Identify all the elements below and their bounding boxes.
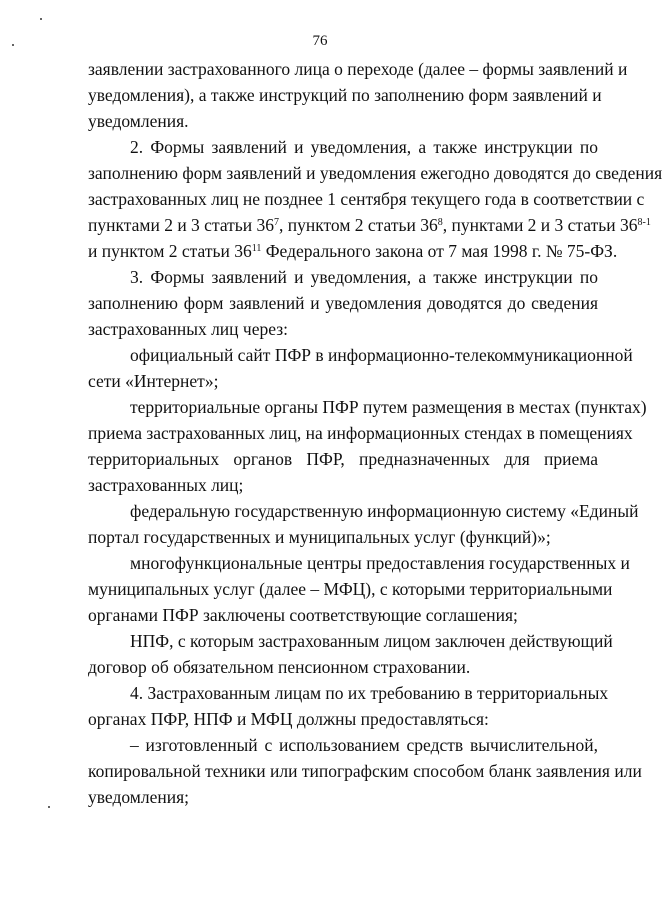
paragraph-4 [88,680,609,732]
text-line: сети «Интернет»; [88,371,219,391]
page-number: 76 [312,33,328,49]
text-line: портал государственных и муниципальных услуг (функций)»; [88,527,551,547]
scan-speck [40,18,42,20]
document-body [88,56,662,810]
text-line: – изготовленный с использованием средств вычислительной, [130,735,598,755]
text-line: застрахованных лиц через: [88,319,288,339]
text-line: заполнению форм заявлений и уведомления доводятся до сведения [88,293,598,313]
superscript: 7 [274,217,279,228]
text-line-with-superscripts: пунктами 2 и 3 статьи $36^7$, пунктом 2 статьи $36^8$, пунктами 2 и 3 статьи 36$^{8-1}$ [88,215,651,235]
text-line: копировальной техники или типографским способом бланк заявления или [88,761,642,781]
text-line: органах ПФР, НПФ и МФЦ должны предоставляться: [88,709,489,729]
paragraph-3 [88,264,598,342]
text-line: федеральную государственную информационную систему «Единый [130,501,639,521]
text-line: органами ПФР заключены соответствующие соглашения; [88,605,518,625]
text-line: территориальных органов ПФР, предназначенных для приема [88,449,598,469]
text-line: уведомления), а также инструкций по заполнению форм заявлений и [88,85,602,105]
text-line: приема застрахованных лиц, на информационных стендах в помещениях [88,423,633,443]
list-item-npf [88,628,613,680]
paragraph-2 [88,134,662,264]
text-line: 2. Формы заявлений и уведомления, а также инструкции по [130,137,598,157]
text-line-with-superscripts: и пунктом 2 статьи $36^{11}$ Федерального закона от 7 мая 1998 г. № 75-ФЗ. [88,241,618,261]
superscript: 11 [251,243,262,254]
list-item-official-site [88,342,633,394]
text-line: застрахованных лиц; [88,475,244,495]
text-line: застрахованных лиц не позднее 1 сентября текущего года в соответствии с [88,189,645,209]
scan-speck [48,806,50,808]
list-item-mfc [88,550,630,628]
superscript: 8 [437,217,443,228]
dash-list-item-blank-form [88,732,642,810]
text-line: НПФ, с которым застрахованным лицом заключен действующий [130,631,613,651]
text-line: уведомления. [88,111,189,131]
text-line: муниципальных услуг (далее – МФЦ), с которыми территориальными [88,579,613,599]
text-line: заявлении застрахованного лица о переходе (далее – формы заявлений и [88,59,628,79]
text-line: 3. Формы заявлений и уведомления, а также инструкции по [130,267,598,287]
text-line: уведомления; [88,787,189,807]
text-line: территориальные органы ПФР путем размещения в местах (пунктах) [130,397,647,417]
paragraph-continuation [88,56,628,134]
text-line: официальный сайт ПФР в информационно-телекоммуникационной [130,345,633,365]
list-item-territorial-bodies [88,394,647,498]
text-line: многофункциональные центры предоставления государственных и [130,553,630,573]
text-line: 4. Застрахованным лицам по их требованию в территориальных [130,683,609,703]
list-item-unified-portal [88,498,639,550]
superscript: 8-1 [637,217,651,228]
text-line: договор об обязательном пенсионном страховании. [88,657,471,677]
text-line: заполнению форм заявлений и уведомления ежегодно доводятся до сведения [88,163,662,183]
